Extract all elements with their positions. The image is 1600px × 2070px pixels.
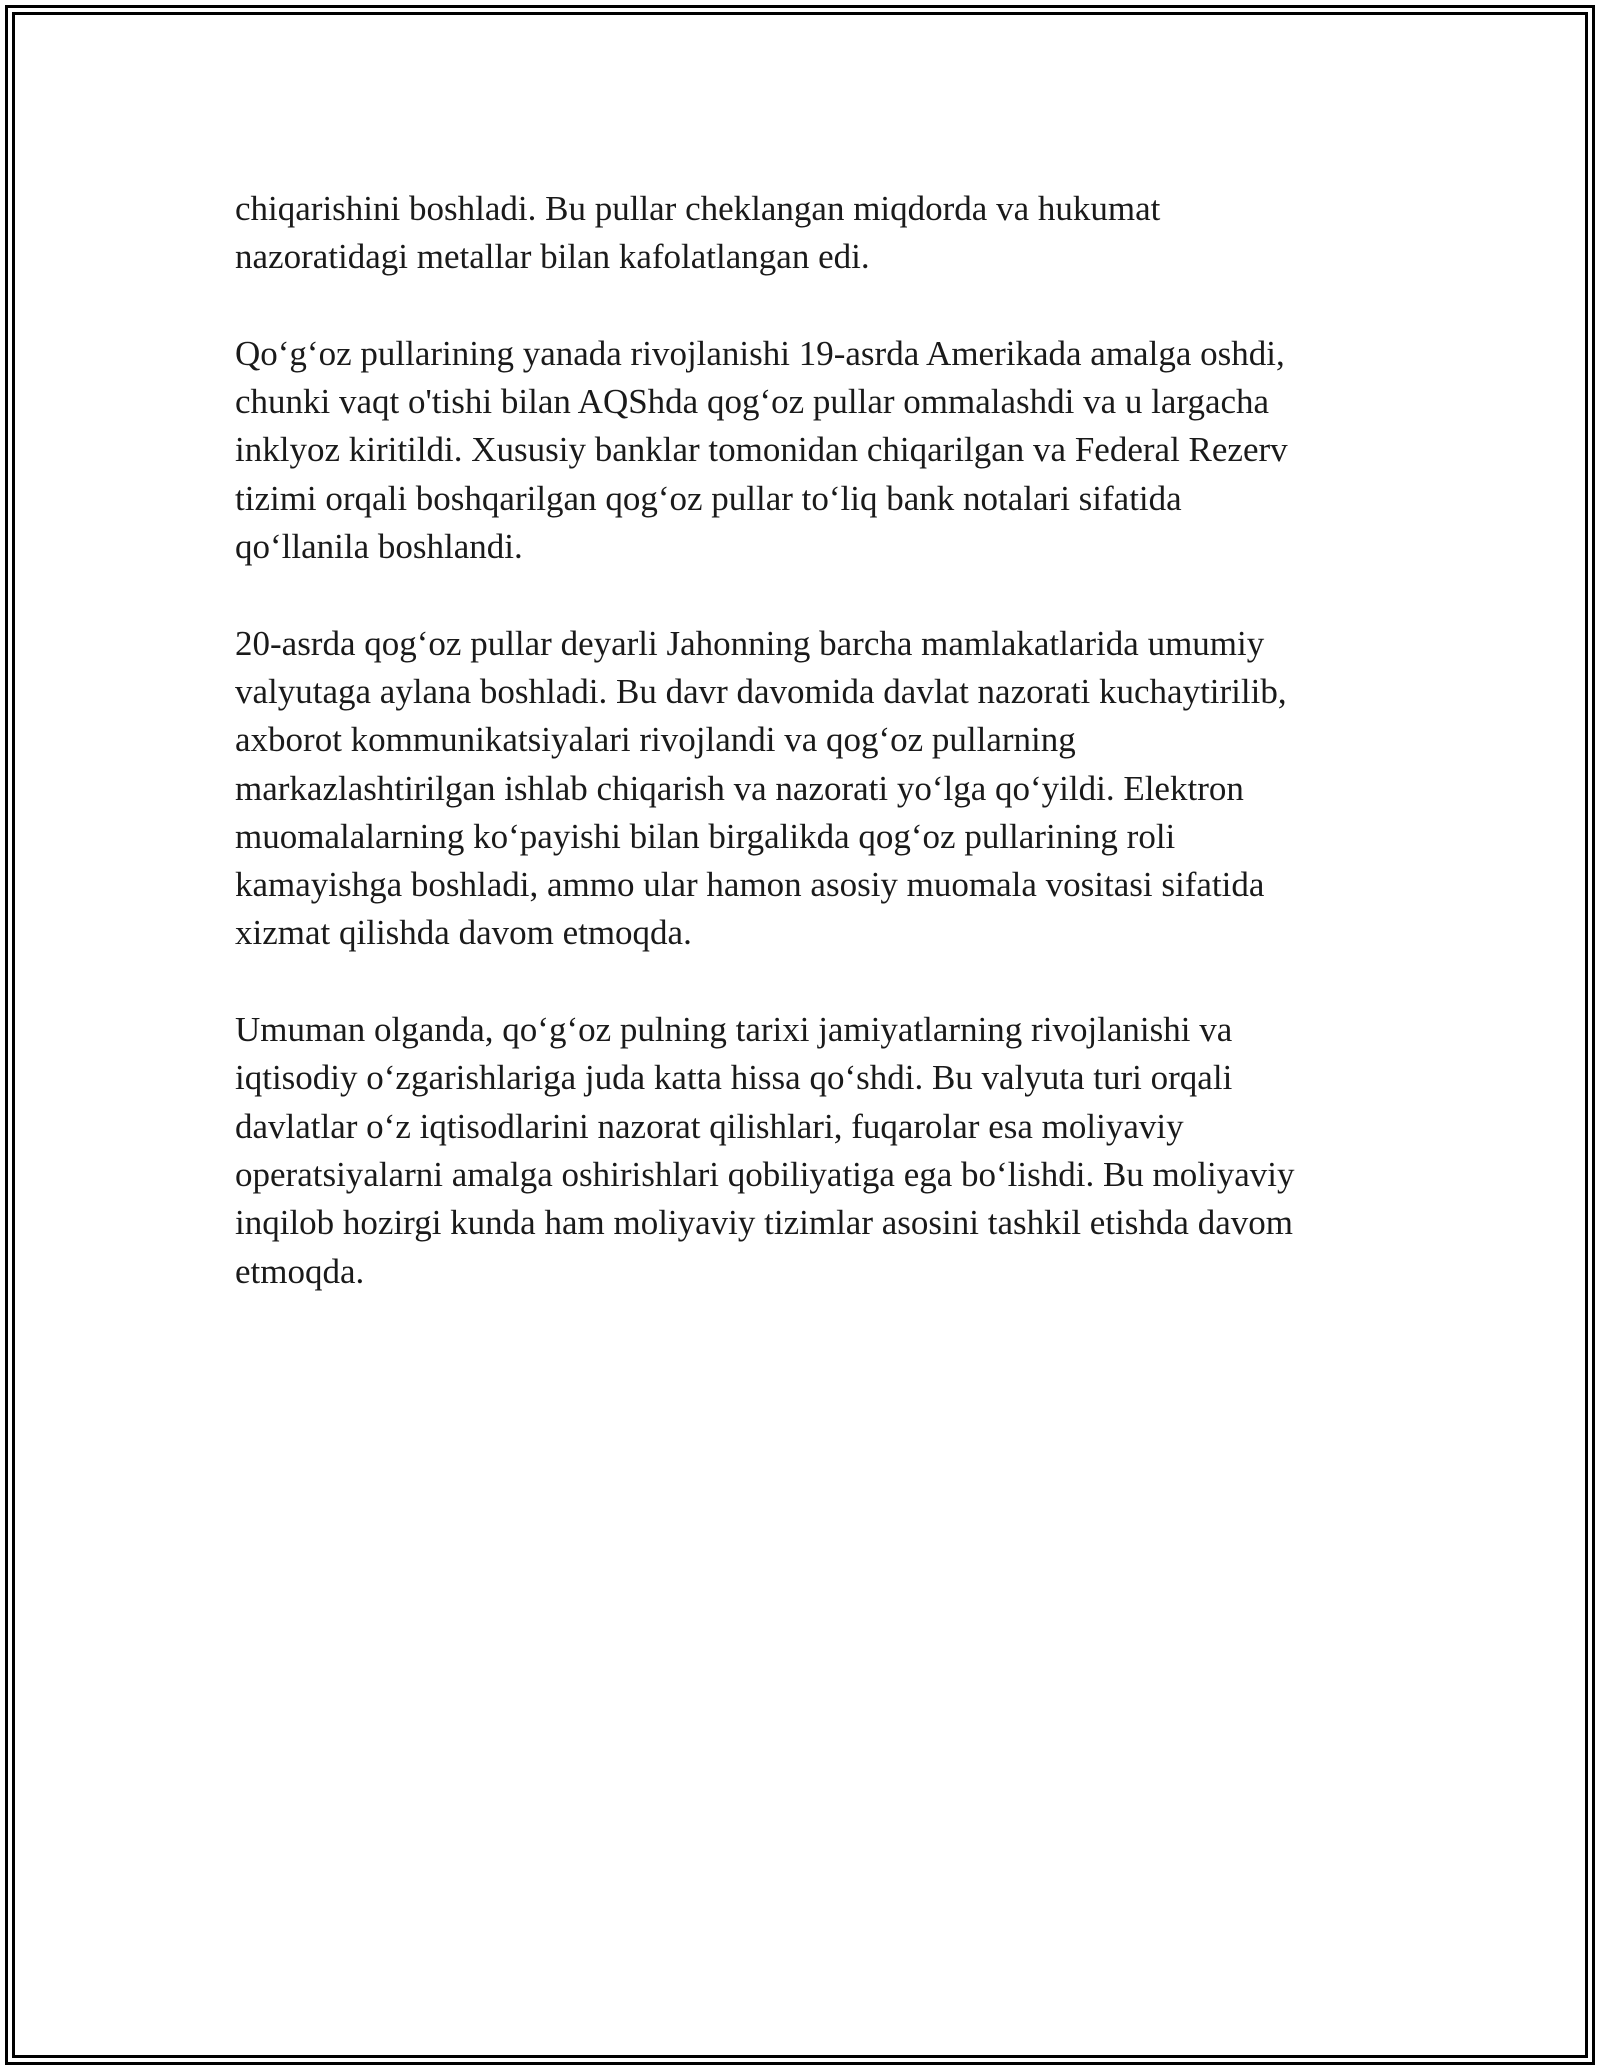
text-line: Umuman olganda, qo‘g‘oz pulning tarixi jamiyatlarning rivojlanishi va <box>235 1010 1233 1050</box>
document-body <box>235 185 1375 1344</box>
paragraph-4 <box>235 1006 1375 1296</box>
text-line: nazoratidagi metallar bilan kafolatlangan edi. <box>235 237 870 277</box>
text-line: davlatlar o‘z iqtisodlarini nazorat qilishlari, fuqarolar esa moliyaviy <box>235 1106 1184 1146</box>
paragraph-1 <box>235 185 1375 282</box>
text-line: iqtisodiy o‘zgarishlariga juda katta hissa qo‘shdi. Bu valyuta turi orqali <box>235 1058 1233 1098</box>
text-line: kamayishga boshladi, ammo ular hamon asosiy muomala vositasi sifatida <box>235 865 1265 905</box>
paragraph-2 <box>235 330 1375 571</box>
text-line: axborot kommunikatsiyalari rivojlandi va qog‘oz pullarning <box>235 720 1076 760</box>
text-line: tizimi orqali boshqarilgan qog‘oz pullar to‘liq bank notalari sifatida <box>235 478 1182 518</box>
text-line: inklyoz kiritildi. Xususiy banklar tomonidan chiqarilgan va Federal Rezerv <box>235 430 1288 470</box>
text-line: qo‘llanila boshlandi. <box>235 527 523 567</box>
text-line: markazlashtirilgan ishlab chiqarish va nazorati yo‘lga qo‘yildi. Elektron <box>235 768 1244 808</box>
paragraph-3 <box>235 620 1375 958</box>
text-line: 20-asrda qog‘oz pullar deyarli Jahonning barcha mamlakatlarida umumiy <box>235 623 1265 663</box>
text-line: chunki vaqt o'tishi bilan AQShda qog‘oz pullar ommalashdi va u largacha <box>235 382 1270 422</box>
text-line: etmoqda. <box>235 1251 365 1291</box>
text-line: inqilob hozirgi kunda ham moliyaviy tizimlar asosini tashkil etishda davom <box>235 1203 1293 1243</box>
text-line: valyutaga aylana boshladi. Bu davr davomida davlat nazorati kuchaytirilib, <box>235 671 1287 711</box>
text-line: chiqarishini boshladi. Bu pullar cheklangan miqdorda va hukumat <box>235 189 1161 228</box>
text-line: xizmat qilishda davom etmoqda. <box>235 913 692 953</box>
text-line: operatsiyalarni amalga oshirishlari qobiliyatiga ega bo‘lishdi. Bu moliyaviy <box>235 1154 1295 1194</box>
text-line: muomalalarning ko‘payishi bilan birgalikda qog‘oz pullarining roli <box>235 816 1176 856</box>
text-line: Qo‘g‘oz pullarining yanada rivojlanishi 19-asrda Amerikada amalga oshdi, <box>235 333 1285 373</box>
